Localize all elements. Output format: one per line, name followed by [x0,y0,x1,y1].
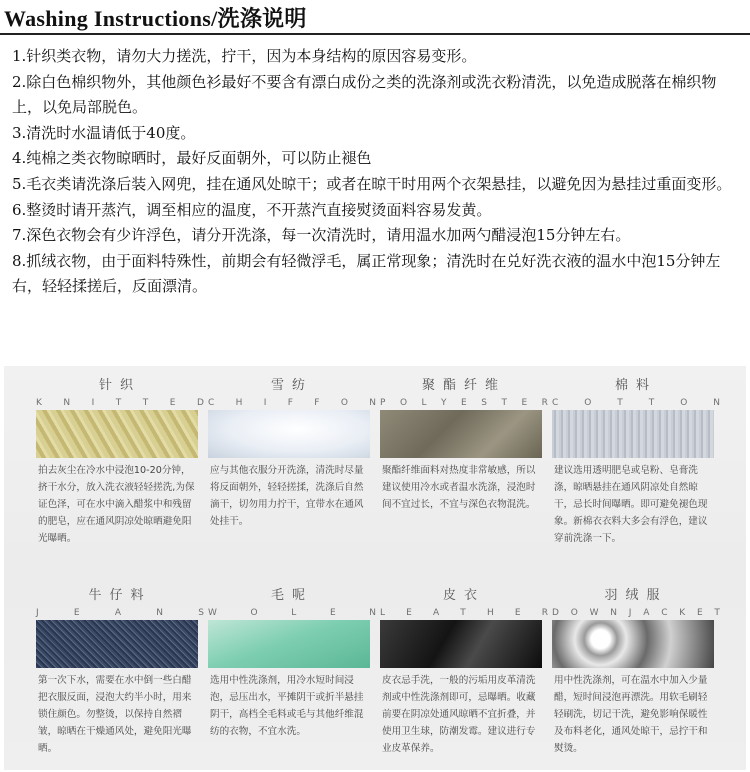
fabric-name-letter: E [521,398,528,408]
fabric-name-letter: K [679,608,686,618]
fabric-name-letter: E [73,608,80,618]
fabric-care-text: 选用中性洗涤剂，用冷水短时间浸泡，忌压出水，平摊阴干或折半悬挂阴干，高档全毛料或毛与其他纤维混纺的衣物，不宜水洗。 [210,675,364,737]
fabric-name-zh: 针织 [98,378,141,393]
fabric-card-chiffon [206,366,378,562]
fabric-name-letter: W [589,608,599,618]
fabric-name-letter: P [380,398,386,408]
instruction-item: 2.除白色棉织物外，其他颜色衫最好不要含有漂白成份之类的洗涤剂或洗衣粉清洗，以免造成脱落在棉织物上，以免局部脱色。 [12,72,717,117]
fabric-swatch-image [380,620,542,668]
fabric-name-letter: A [432,608,440,618]
fabric-name-zh: 棉料 [614,378,657,393]
page-title: Washing Instructions/洗涤说明 [4,6,307,31]
fabric-name-letter: I [263,398,267,408]
instruction-item: 5.毛衣类请洗涤后装入网兜，挂在通风处晾干；或者在晾干时用两个衣架悬挂，以避免因为悬挂过重面变形。 [12,174,732,193]
fabric-name-letter: N [369,398,376,408]
fabric-name-zh: 牛仔料 [88,588,152,603]
fabric-care-text: 用中性洗涤剂，可在温水中加入少量醋，短时间浸泡再漂洗。用软毛刷轻轻刷洗，切记干洗，避免影响保暖性及布料老化，通风处晾干，忌拧干和熨烫。 [554,675,708,754]
fabric-card-cotton [550,366,722,562]
fabric-name-letter: E [169,398,176,408]
fabric-name-letter: R [541,398,548,408]
fabric-name-letter: D [552,608,559,618]
fabric-name-zh: 雪纺 [270,378,313,393]
fabric-name-letter: N [63,398,71,408]
fabric-name-letter: A [643,608,650,618]
fabric-care-text: 皮衣忌手洗，一般的污垢用皮革清洗剂或中性洗涤剂即可，忌曝晒。收藏前要在阴凉处通风晾晒不宜折叠，并使用卫生球，防潮发霉。建议进行专业皮革保养。 [382,675,536,754]
fabric-name-zh: 羽绒服 [604,588,668,603]
header [0,0,750,36]
instruction-item: 1.针织类衣物，请勿大力搓洗，拧干，因为本身结构的原因容易变形。 [12,47,477,65]
instruction-item: 4.纯棉之类衣物晾晒时，最好反面朝外，可以防止褪色 [12,149,372,168]
fabric-name-letter: F [287,398,293,408]
fabric-name-letter: A [114,608,122,618]
fabric-name-letter: W [208,608,217,618]
instruction-list [12,44,742,300]
fabric-name-letter: I [91,398,95,408]
fabric-name-letter: H [486,608,494,618]
fabric-name-letter: O [399,398,408,408]
instruction-item: 8.抓绒衣物，由于面料特殊性，前期会有轻微浮毛，属正常现象；清洗时在兑好洗衣液的温水中泡15分钟左右，轻轻揉搓后，反面漂清。 [12,251,721,296]
fabric-name-zh: 毛呢 [270,588,313,603]
fabric-name-letter: E [406,608,412,618]
fabric-name-en [380,608,548,618]
title-rule [0,33,750,35]
fabric-card-knitted [34,366,206,562]
fabric-name-en [208,608,376,618]
fabric-name-letter: K [36,398,42,408]
fabric-name-letter: T [115,398,122,408]
fabric-name-letter: F [314,398,320,408]
instruction-item: 7.深色衣物会有少许浮色，请分开洗涤，每一次清洗时，请用温水加两勺醋浸泡15分钟左右。 [12,226,631,245]
fabric-name-en [208,398,376,408]
fabric-name-letter: D [196,398,204,408]
fabric-care-text: 建议选用透明肥皂或皂粉、皂膏洗涤，晾晒悬挂在通风阴凉处自然晾干，忌长时间曝晒。即可避免褪色现象。新棉衣衣料大多会有浮色，建议穿前洗涤一下。 [554,465,708,544]
fabric-name-letter: O [340,398,348,408]
instruction-item: 6.整烫时请开蒸汽，调至相应的温度，不开蒸汽直接熨烫面料容易发黄。 [12,200,492,219]
fabric-name-letter: E [329,608,336,618]
fabric-name-letter: O [250,608,258,618]
fabric-name-en [552,608,720,618]
fabric-name-letter: C [552,398,559,408]
fabric-name-letter: O [584,398,592,408]
fabric-name-letter: T [460,608,466,618]
fabric-name-letter: J [36,608,39,618]
fabric-name-letter: T [142,398,149,408]
fabric-name-letter: N [713,398,720,408]
fabric-swatch-image [208,620,370,668]
fabric-name-zh: 聚酯纤维 [421,378,506,393]
fabric-name-letter: C [661,608,668,618]
fabric-name-letter: S [481,398,487,408]
fabric-name-letter: T [648,398,655,408]
fabric-name-en [380,398,548,408]
fabric-name-letter: L [380,608,386,618]
fabric-name-letter: E [696,608,703,618]
fabric-card-polyester [378,366,550,562]
fabric-name-letter: E [514,608,521,618]
fabric-name-letter: T [617,398,623,408]
fabric-name-letter: L [421,398,427,408]
fabric-swatch-image [552,410,714,458]
fabric-care-text: 拍去灰尘在冷水中浸泡10-20分钟，挤干水分，放入洗衣液轻轻搓洗,为保证色泽，可在水中滴入醋浆中和残留的肥皂，应在通风阴凉处晾晒避免阳光曝晒。 [38,465,195,544]
fabric-swatch-image [36,620,198,668]
fabric-name-letter: J [628,608,632,618]
fabric-name-letter: E [461,398,467,408]
fabric-name-letter: N [156,608,163,618]
instruction-item: 3.清洗时水温请低于40度。 [12,123,196,142]
fabric-care-text: 应与其他衣服分开洗涤，清洗时尽量将反面朝外，轻轻搓揉，洗涤后自然滴干，切勿用力拧干，宜带水在通风处挂干。 [210,465,364,527]
fabric-name-letter: N [610,608,618,618]
fabric-card-leather [378,576,550,772]
fabric-swatch-image [208,410,370,458]
fabric-name-en [36,398,204,408]
fabric-swatch-image [36,410,198,458]
fabric-card-jeans [34,576,206,772]
fabric-name-zh: 皮衣 [442,588,485,603]
fabric-card-downjacket [550,576,722,772]
fabric-card-wolen [206,576,378,772]
fabric-name-en [552,398,720,408]
fabric-care-text: 第一次下水，需要在水中倒一些白醋把衣服反面，浸泡大约半小时，用来锁住颜色。勿整烫，以保持自然褶皱，晾晒在干燥通风处，避免阳光曝晒。 [38,675,192,754]
fabric-name-letter: H [235,398,243,408]
fabric-name-letter: O [570,608,578,618]
fabric-name-letter: C [208,398,215,408]
fabric-swatch-image [552,620,714,668]
fabric-care-text: 聚酯纤维面料对热度非常敏感，所以建议使用冷水或者温水洗涤，浸泡时间不宜过长，不宜与深色衣物混洗。 [382,465,536,510]
fabric-name-letter: T [714,608,720,618]
fabric-swatch-image [380,410,542,458]
fabric-name-letter: R [541,608,548,618]
fabric-name-letter: O [680,398,688,408]
fabric-name-letter: N [369,608,376,618]
fabric-name-en [36,608,204,618]
fabric-name-letter: L [291,608,297,618]
fabric-name-letter: S [198,608,204,618]
fabric-care-panel [4,366,746,770]
fabric-name-letter: T [501,398,507,408]
fabric-name-letter: Y [441,398,447,408]
